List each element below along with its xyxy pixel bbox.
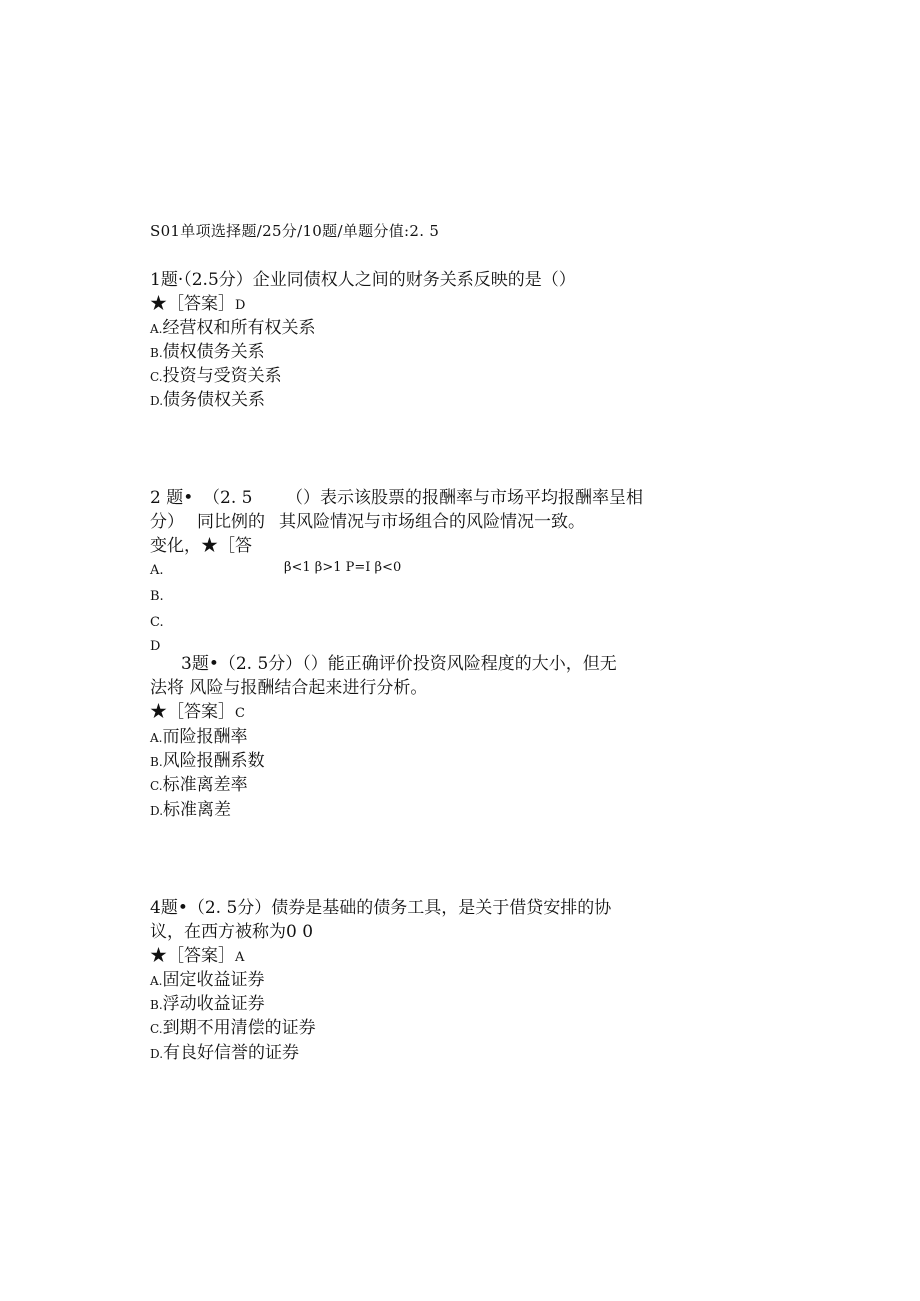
q4-stem-a: 4题•（2. 5分）债券是基础的债务工具，是关于借贷安排的协 <box>150 898 612 918</box>
q4-answer <box>150 944 244 970</box>
q2-score-b: 分） <box>150 512 184 532</box>
q2-stem-b2: 其风险情况与市场组合的风险情况一致。 <box>279 512 585 532</box>
option-text: 投资与受资关系 <box>162 366 282 386</box>
option-prefix: C. <box>150 1022 163 1036</box>
option-text: 标准离差率 <box>162 775 248 795</box>
q1-option-b <box>150 340 265 365</box>
option-text: 固定收益证券 <box>162 970 265 990</box>
option-text: 标准离差 <box>163 800 232 820</box>
option-text: 而险报酬率 <box>162 727 248 747</box>
q1-option-d <box>150 388 265 413</box>
q2-option-b: B. <box>150 589 164 604</box>
q2-stem-c: 变化，★［答 <box>150 536 252 556</box>
q2-number: 2 题• <box>150 488 194 508</box>
q2-option-a: A. <box>150 563 164 578</box>
answer-star-label: ★［答案］ <box>150 702 235 722</box>
answer-value: A <box>235 950 245 965</box>
answer-value: D <box>235 298 246 313</box>
option-prefix: C. <box>150 779 163 793</box>
q3-stem-a: 3题•（2. 5分）（）能正确评价投资风险程度的大小，但无 <box>181 654 617 674</box>
answer-star-label: ★［答案］ <box>150 946 235 966</box>
q3-option-b <box>150 749 265 774</box>
q2-option-c: C. <box>150 615 164 630</box>
option-text: 到期不用清偿的证券 <box>162 1018 316 1038</box>
q1-option-a <box>150 316 315 341</box>
q3-answer <box>150 700 245 726</box>
q1-answer <box>150 292 245 318</box>
q2-score-a: （2. 5 <box>203 488 253 508</box>
option-text: 债务债权关系 <box>163 390 266 410</box>
option-text: 浮动收益证券 <box>162 994 265 1014</box>
answer-star-label: ★［答案］ <box>150 294 235 314</box>
option-prefix: A. <box>150 322 163 336</box>
q3-option-a <box>150 725 247 750</box>
answer-value: C <box>235 706 245 721</box>
q2-option-d: D <box>150 639 161 651</box>
q2-options-line: β<1 β>1 P=I β<0 <box>284 560 402 575</box>
q4-option-c <box>150 1016 316 1041</box>
option-text: 有良好信誉的证券 <box>163 1043 300 1063</box>
option-prefix: D. <box>150 1047 164 1061</box>
option-prefix: B. <box>150 346 163 360</box>
option-prefix: A. <box>150 731 163 745</box>
option-text: 经营权和所有权关系 <box>162 318 316 338</box>
q3-option-d <box>150 798 231 823</box>
q2-stem-b1: 同比例的 <box>197 512 265 532</box>
option-prefix: D. <box>150 394 164 408</box>
option-prefix: B. <box>150 755 163 769</box>
option-text: 风险报酬系数 <box>162 751 265 771</box>
q1-option-c <box>150 364 282 389</box>
section-header: S01单项选择题/25分/10题/单题分值:2. 5 <box>150 222 440 240</box>
option-text: 债权债务关系 <box>162 342 265 362</box>
q4-option-b <box>150 992 265 1017</box>
option-prefix: A. <box>150 974 163 988</box>
q4-stem-b: 议，在西方被称为0 0 <box>150 922 314 942</box>
q3-option-c <box>150 773 248 798</box>
q4-option-a <box>150 968 264 993</box>
option-prefix: B. <box>150 998 163 1012</box>
option-prefix: D. <box>150 804 164 818</box>
q2-stem-a: （）表示该股票的报酬率与市场平均报酬率呈相 <box>286 488 643 508</box>
q4-option-d <box>150 1041 299 1066</box>
q3-stem-b: 法将 风险与报酬结合起来进行分析。 <box>150 678 428 698</box>
q1-stem: 1题·（2.5分）企业同债权人之间的财务关系反映的是（） <box>150 270 576 290</box>
option-prefix: C. <box>150 370 163 384</box>
